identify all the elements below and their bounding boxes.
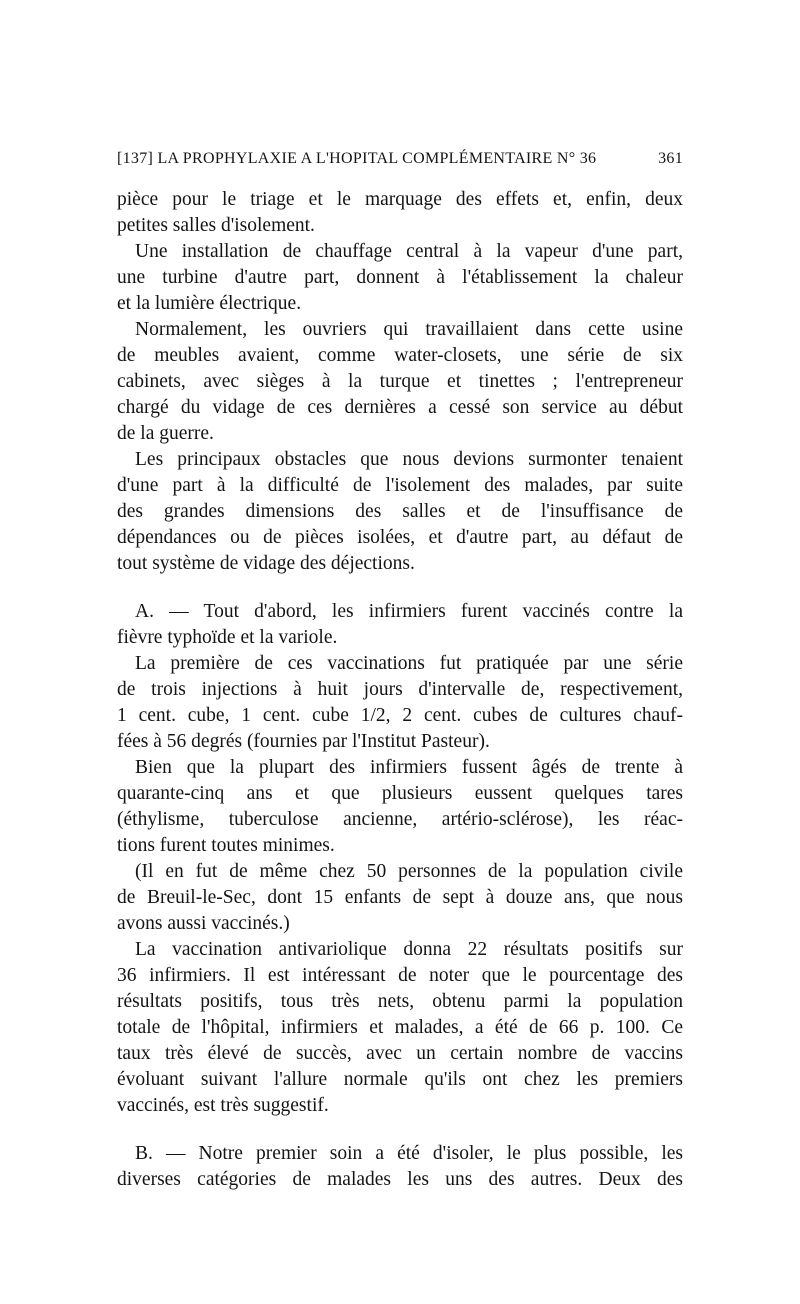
running-head-title: [137] LA PROPHYLAXIE A L'HOPITAL COMPLÉMENTAIRE N° 36: [117, 150, 597, 167]
text-line: vaccinés, est très suggestif.: [117, 1095, 329, 1116]
text-line: Les principaux obstacles que nous devions surmonter tenaient: [135, 449, 683, 470]
text-line: résultats positifs, tous très nets, obtenu parmi la population: [117, 991, 683, 1012]
text-line: avons aussi vaccinés.): [117, 913, 290, 934]
text-line: La vaccination antivariolique donna 22 résultats positifs sur: [135, 939, 683, 960]
text-line: cabinets, avec sièges à la turque et tinettes ; l'entrepreneur: [117, 371, 683, 392]
text-line: pièce pour le triage et le marquage des effets et, enfin, deux: [117, 189, 683, 210]
text-line: tions furent toutes minimes.: [117, 835, 335, 856]
section-b-first-line: B. — Notre premier soin a été d'isoler, le plus possible, les: [135, 1143, 683, 1164]
text-line: totale de l'hôpital, infirmiers et malades, a été de 66 p. 100. Ce: [117, 1017, 683, 1038]
text-line: Une installation de chauffage central à la vapeur d'une part,: [135, 241, 683, 262]
text-line: dépendances ou de pièces isolées, et d'autre part, au défaut de: [117, 527, 683, 548]
text-line: (éthylisme, tuberculose ancienne, artério-sclérose), les réac-: [117, 809, 683, 830]
text-line: diverses catégories de malades les uns des autres. Deux des: [117, 1169, 683, 1190]
text-line: d'une part à la difficulté de l'isolement des malades, par suite: [117, 475, 683, 496]
text-line: fées à 56 degrés (fournies par l'Institut Pasteur).: [117, 731, 490, 752]
text-line: évoluant suivant l'allure normale qu'ils ont chez les premiers: [117, 1069, 683, 1090]
text-line: de Breuil-le-Sec, dont 15 enfants de sept à douze ans, que nous: [117, 887, 683, 908]
text-line: La première de ces vaccinations fut pratiquée par une série: [135, 653, 683, 674]
text-line: fièvre typhoïde et la variole.: [117, 627, 338, 648]
text-line: de trois injections à huit jours d'intervalle de, respectivement,: [117, 679, 683, 700]
text-line: 36 infirmiers. Il est intéressant de noter que le pourcentage des: [117, 965, 683, 986]
section-a-first-line: A. — Tout d'abord, les infirmiers furent vaccinés contre la: [135, 601, 683, 622]
text-line: quarante-cinq ans et que plusieurs eussent quelques tares: [117, 783, 683, 804]
text-line: (Il en fut de même chez 50 personnes de la population civile: [135, 861, 683, 882]
text-line: 1 cent. cube, 1 cent. cube 1/2, 2 cent. cubes de cultures chauf-: [117, 705, 683, 726]
text-line: de meubles avaient, comme water-closets, une série de six: [117, 345, 683, 366]
text-line: petites salles d'isolement.: [117, 215, 315, 236]
text-line: Normalement, les ouvriers qui travaillaient dans cette usine: [135, 319, 683, 340]
text-line: de la guerre.: [117, 423, 214, 444]
text-line: Bien que la plupart des infirmiers fussent âgés de trente à: [135, 757, 683, 778]
text-line: et la lumière électrique.: [117, 293, 302, 314]
text-line: une turbine d'autre part, donnent à l'établissement la chaleur: [117, 267, 683, 288]
page-number: 361: [658, 150, 683, 167]
text-line: chargé du vidage de ces dernières a cessé son service au début: [117, 397, 683, 418]
running-header: [117, 147, 683, 171]
text-line: des grandes dimensions des salles et de l'insuffisance de: [117, 501, 683, 522]
text-line: tout système de vidage des déjections.: [117, 553, 415, 574]
text-line: taux très élevé de succès, avec un certain nombre de vaccins: [117, 1043, 683, 1064]
